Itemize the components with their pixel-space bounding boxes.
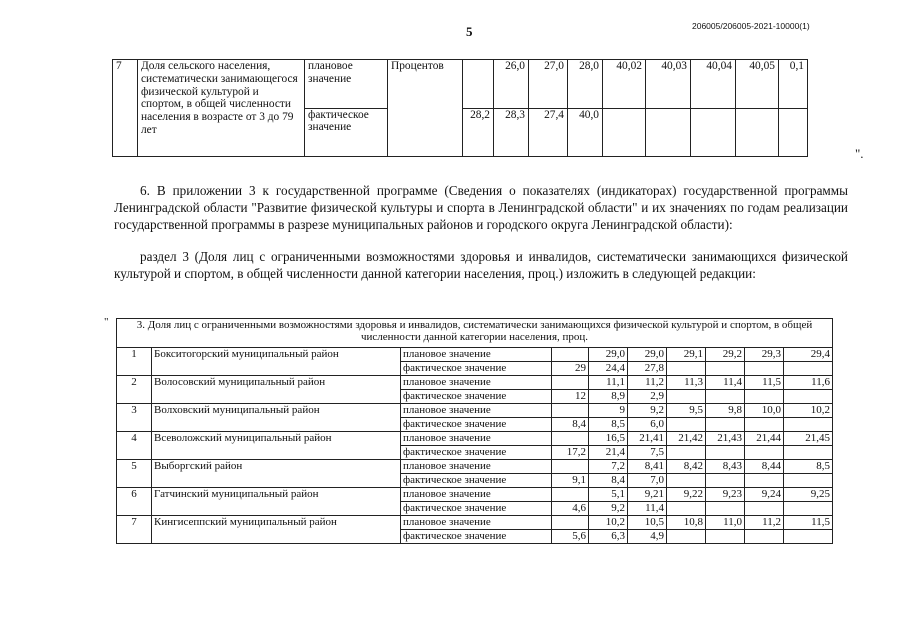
planned-value: 9,5	[667, 404, 706, 418]
actual-label: фактическое значение	[305, 108, 388, 157]
planned-label: плановое значение	[401, 404, 552, 418]
actual-value	[784, 418, 833, 432]
unit: Процентов	[388, 60, 463, 157]
actual-value	[784, 474, 833, 488]
planned-value: 11,2	[745, 516, 784, 530]
actual-value: 7,5	[628, 446, 667, 460]
district-number: 5	[117, 460, 152, 488]
planned-value: 11,5	[745, 376, 784, 390]
actual-label: фактическое значение	[401, 446, 552, 460]
district-name: Бокситогорский муниципальный район	[152, 348, 401, 376]
actual-value	[784, 362, 833, 376]
planned-value: 8,44	[745, 460, 784, 474]
actual-value: 6,3	[589, 530, 628, 544]
actual-value: 2,9	[628, 390, 667, 404]
actual-value: 24,4	[589, 362, 628, 376]
actual-label: фактическое значение	[401, 418, 552, 432]
planned-value: 8,42	[667, 460, 706, 474]
table-row	[117, 488, 833, 502]
planned-value: 21,42	[667, 432, 706, 446]
planned-label: плановое значение	[305, 60, 388, 109]
planned-value: 21,45	[784, 432, 833, 446]
district-table	[116, 318, 833, 544]
table-title: 3. Доля лиц с ограниченными возможностями здоровья и инвалидов, систематически занимающихся физической культурой и спортом, в общей численности данной категории населения, проц.	[117, 319, 833, 348]
table-row	[117, 404, 833, 418]
opening-quote: "	[104, 316, 109, 328]
actual-value: 28,2	[463, 108, 494, 157]
planned-value: 0,1	[779, 60, 808, 109]
paragraph-6: 6. В приложении 3 к государственной программе (Сведения о показателях (индикаторах) государственной программы Ленинградской области "Развитие физической культуры и спорта в Ленинградской области" и их значениях по годам реализации государственной программы в разрезе муниципальных районов и городского округа Ленинградской области):	[114, 183, 848, 232]
planned-value	[552, 376, 589, 390]
planned-value: 11,3	[667, 376, 706, 390]
actual-value: 17,2	[552, 446, 589, 460]
actual-value	[745, 502, 784, 516]
district-number: 7	[117, 516, 152, 544]
actual-value	[784, 390, 833, 404]
planned-value: 9,24	[745, 488, 784, 502]
actual-label: фактическое значение	[401, 390, 552, 404]
district-name: Гатчинский муниципальный район	[152, 488, 401, 516]
actual-value: 8,5	[589, 418, 628, 432]
planned-value: 11,2	[628, 376, 667, 390]
planned-label: плановое значение	[401, 376, 552, 390]
planned-value	[463, 60, 494, 109]
actual-value	[691, 108, 736, 157]
planned-value: 11,4	[706, 376, 745, 390]
actual-value	[667, 362, 706, 376]
actual-value	[745, 446, 784, 460]
planned-value: 10,8	[667, 516, 706, 530]
planned-value	[552, 516, 589, 530]
actual-value	[667, 474, 706, 488]
planned-value	[552, 432, 589, 446]
actual-value: 4,6	[552, 502, 589, 516]
actual-value: 12	[552, 390, 589, 404]
planned-value: 9,21	[628, 488, 667, 502]
planned-value	[552, 348, 589, 362]
actual-value: 28,3	[494, 108, 529, 157]
planned-value: 40,04	[691, 60, 736, 109]
actual-value: 5,6	[552, 530, 589, 544]
actual-value: 27,8	[628, 362, 667, 376]
planned-value	[552, 404, 589, 418]
planned-value: 9,25	[784, 488, 833, 502]
planned-value: 9,23	[706, 488, 745, 502]
planned-value: 28,0	[568, 60, 603, 109]
planned-value: 40,05	[736, 60, 779, 109]
actual-value	[784, 530, 833, 544]
planned-value: 9,22	[667, 488, 706, 502]
actual-value: 8,9	[589, 390, 628, 404]
actual-value: 40,0	[568, 108, 603, 157]
planned-value: 11,0	[706, 516, 745, 530]
actual-value	[603, 108, 646, 157]
paragraph-section-3: раздел 3 (Доля лиц с ограниченными возможностями здоровья и инвалидов, систематически занимающихся физической культурой и спортом, в общей численности данной категории населения, проц.) изложить в следующей редакции:	[114, 249, 848, 281]
planned-value: 29,2	[706, 348, 745, 362]
page-number: 5	[466, 24, 473, 39]
table-row	[117, 348, 833, 362]
district-number: 6	[117, 488, 152, 516]
actual-value	[667, 530, 706, 544]
planned-value: 11,1	[589, 376, 628, 390]
planned-value: 21,43	[706, 432, 745, 446]
actual-value	[667, 446, 706, 460]
planned-value: 10,5	[628, 516, 667, 530]
planned-value: 10,2	[589, 516, 628, 530]
planned-value: 11,6	[784, 376, 833, 390]
actual-value	[706, 502, 745, 516]
district-number: 3	[117, 404, 152, 432]
planned-value: 10,2	[784, 404, 833, 418]
actual-value	[745, 390, 784, 404]
planned-label: плановое значение	[401, 516, 552, 530]
actual-label: фактическое значение	[401, 502, 552, 516]
actual-value	[784, 502, 833, 516]
actual-value	[667, 502, 706, 516]
planned-value: 40,02	[603, 60, 646, 109]
planned-value	[552, 460, 589, 474]
district-number: 2	[117, 376, 152, 404]
actual-value	[706, 446, 745, 460]
actual-value: 8,4	[589, 474, 628, 488]
actual-value: 11,4	[628, 502, 667, 516]
planned-label: плановое значение	[401, 460, 552, 474]
document-id: 206005/206005-2021-10000(1)	[692, 21, 810, 31]
planned-value: 8,5	[784, 460, 833, 474]
table-row	[117, 376, 833, 390]
planned-value: 29,0	[628, 348, 667, 362]
district-name: Кингисеппский муниципальный район	[152, 516, 401, 544]
actual-value	[706, 418, 745, 432]
planned-value: 11,5	[784, 516, 833, 530]
actual-value	[736, 108, 779, 157]
planned-value: 9,2	[628, 404, 667, 418]
indicator-table-7	[112, 59, 808, 157]
row-number: 7	[113, 60, 138, 157]
planned-value: 9,8	[706, 404, 745, 418]
table-row	[117, 460, 833, 474]
planned-value: 8,41	[628, 460, 667, 474]
planned-value: 21,41	[628, 432, 667, 446]
actual-label: фактическое значение	[401, 530, 552, 544]
actual-value	[667, 418, 706, 432]
planned-label: плановое значение	[401, 488, 552, 502]
actual-value: 27,4	[529, 108, 568, 157]
closing-quote: ".	[855, 146, 864, 161]
actual-value: 8,4	[552, 418, 589, 432]
planned-value	[552, 488, 589, 502]
planned-value: 16,5	[589, 432, 628, 446]
planned-value: 5,1	[589, 488, 628, 502]
actual-label: фактическое значение	[401, 474, 552, 488]
actual-value	[706, 362, 745, 376]
district-number: 4	[117, 432, 152, 460]
actual-value	[745, 530, 784, 544]
actual-value	[646, 108, 691, 157]
actual-value: 9,2	[589, 502, 628, 516]
district-number: 1	[117, 348, 152, 376]
actual-value	[706, 474, 745, 488]
planned-value: 21,44	[745, 432, 784, 446]
actual-value: 7,0	[628, 474, 667, 488]
actual-value: 9,1	[552, 474, 589, 488]
indicator-name: Доля сельского населения, систематически занимающегося физической культурой и спортом, в общей численности населения в возрасте от 3 до 79 лет	[138, 60, 305, 157]
planned-value: 29,3	[745, 348, 784, 362]
district-name: Волосовский муниципальный район	[152, 376, 401, 404]
planned-label: плановое значение	[401, 432, 552, 446]
actual-value	[667, 390, 706, 404]
planned-value: 29,0	[589, 348, 628, 362]
actual-value	[706, 390, 745, 404]
actual-value	[745, 418, 784, 432]
district-name: Всеволожский муниципальный район	[152, 432, 401, 460]
actual-value	[784, 446, 833, 460]
district-name: Выборгский район	[152, 460, 401, 488]
actual-value: 21,4	[589, 446, 628, 460]
district-name: Волховский муниципальный район	[152, 404, 401, 432]
actual-value: 29	[552, 362, 589, 376]
actual-value: 4,9	[628, 530, 667, 544]
actual-value	[745, 362, 784, 376]
planned-value: 26,0	[494, 60, 529, 109]
actual-value: 6,0	[628, 418, 667, 432]
planned-value: 27,0	[529, 60, 568, 109]
planned-value: 29,1	[667, 348, 706, 362]
planned-value: 10,0	[745, 404, 784, 418]
planned-value: 9	[589, 404, 628, 418]
table-row	[117, 432, 833, 446]
planned-value: 40,03	[646, 60, 691, 109]
planned-value: 7,2	[589, 460, 628, 474]
planned-value: 8,43	[706, 460, 745, 474]
actual-value	[706, 530, 745, 544]
table-row	[117, 516, 833, 530]
planned-value: 29,4	[784, 348, 833, 362]
planned-label: плановое значение	[401, 348, 552, 362]
actual-label: фактическое значение	[401, 362, 552, 376]
actual-value	[745, 474, 784, 488]
actual-value	[779, 108, 808, 157]
